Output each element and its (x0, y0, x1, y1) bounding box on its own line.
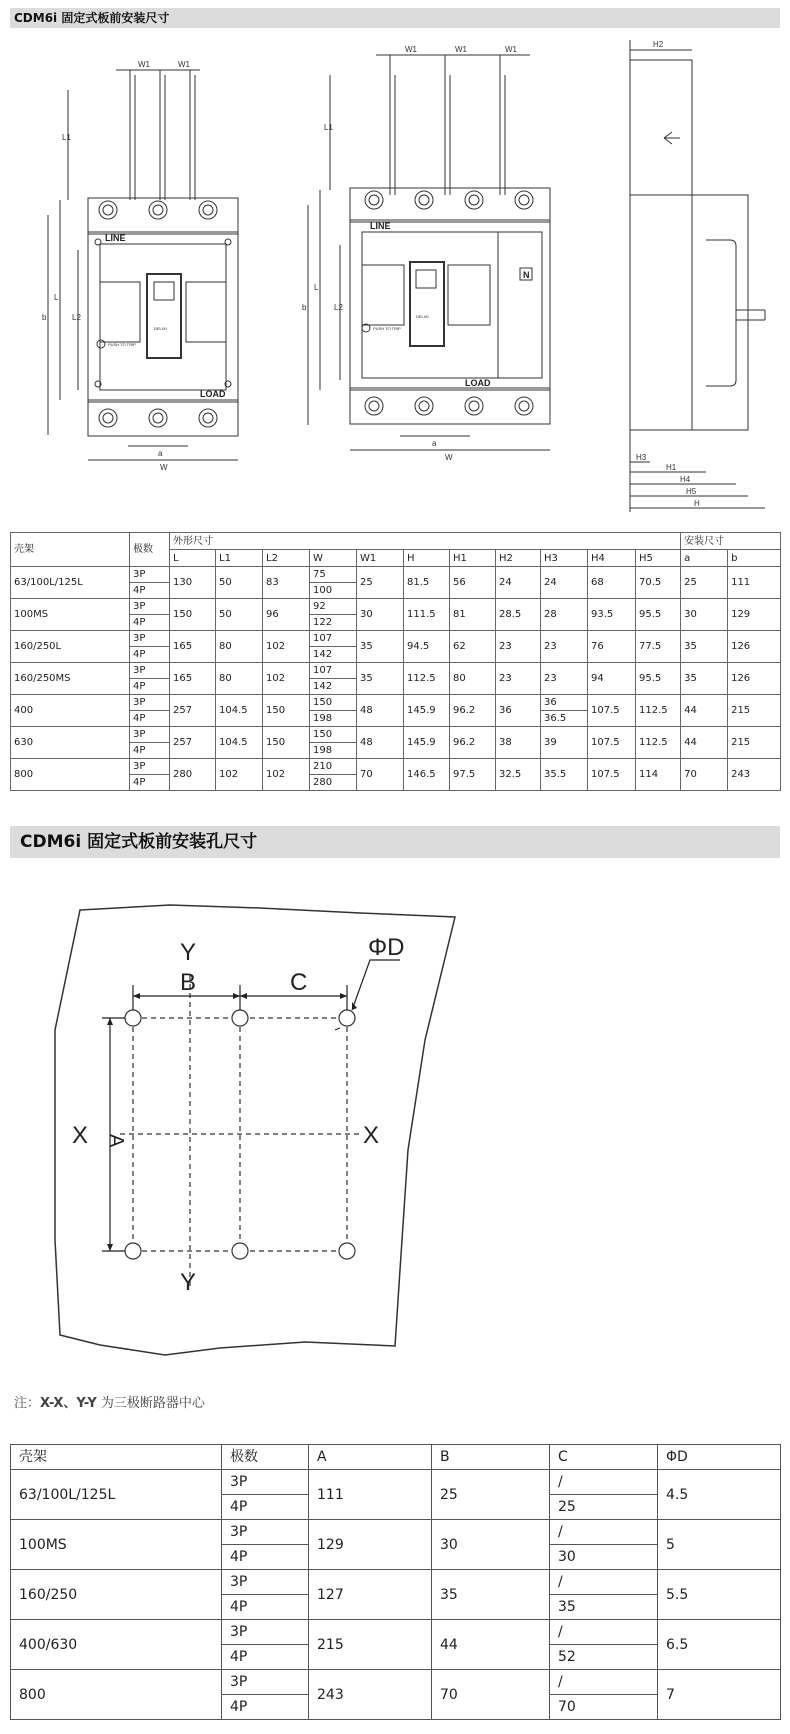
label-push-to-trip: PUSH TO TRIP (108, 342, 136, 347)
table-cell: 38 (496, 727, 541, 759)
brand-label: DELIXI (416, 314, 429, 319)
label-w1: W1 (178, 60, 190, 69)
table-cell: 62 (450, 631, 496, 663)
poles-cell: 3P (130, 663, 170, 679)
header-outline: 外形尺寸 (170, 533, 681, 550)
table-cell: 70 (432, 1670, 550, 1720)
footnote (14, 1392, 205, 1411)
table-cell: 24 (541, 567, 588, 599)
table-cell: / (550, 1520, 658, 1545)
table-cell: 112.5 (636, 695, 681, 727)
table-cell: 95.5 (636, 599, 681, 631)
header-col: H1 (450, 550, 496, 567)
label-h2: H2 (653, 40, 664, 49)
poles-cell: 4P (130, 711, 170, 727)
label-w1: W1 (455, 45, 467, 54)
frame-cell: 63/100L/125L (11, 567, 130, 599)
label-l: L (314, 283, 319, 292)
table-cell: 107 (310, 663, 357, 679)
header-frame: 壳架 (11, 1445, 222, 1470)
table-cell: 100 (310, 583, 357, 599)
note-prefix: 注： (14, 1396, 41, 1411)
table-cell: 76 (588, 631, 636, 663)
note-text: 为三极断路器中心 (96, 1396, 205, 1411)
table-cell: 165 (170, 631, 216, 663)
header-col: W1 (357, 550, 404, 567)
poles-cell: 4P (222, 1595, 309, 1620)
table-cell: 23 (541, 631, 588, 663)
table-cell: 104.5 (216, 695, 263, 727)
table-cell: 94 (588, 663, 636, 695)
header-col: H2 (496, 550, 541, 567)
table-row (11, 1670, 781, 1695)
table-cell: 145.9 (404, 695, 450, 727)
table-cell: 35 (357, 663, 404, 695)
table-cell: 70.5 (636, 567, 681, 599)
table-cell: 95.5 (636, 663, 681, 695)
table-cell: 23 (541, 663, 588, 695)
table-cell: 80 (216, 631, 263, 663)
label-l2: L2 (72, 313, 81, 322)
axis-label-x-right: X (363, 1122, 380, 1149)
table-cell: 44 (681, 695, 728, 727)
label-w1: W1 (505, 45, 517, 54)
table-cell: 35 (550, 1595, 658, 1620)
table-cell: 107.5 (588, 727, 636, 759)
header-col: H3 (541, 550, 588, 567)
label-a: a (432, 439, 437, 448)
frame-cell: 160/250L (11, 631, 130, 663)
table-cell: 112.5 (404, 663, 450, 695)
dim-label-b: B (180, 969, 197, 996)
table-cell: 23 (496, 663, 541, 695)
table-cell: 52 (550, 1645, 658, 1670)
label-w1: W1 (138, 60, 150, 69)
header-d: ΦD (658, 1445, 781, 1470)
label-line: LINE (370, 221, 391, 231)
header-col: W (310, 550, 357, 567)
frame-cell: 400 (11, 695, 130, 727)
table-cell: 280 (310, 775, 357, 791)
label-h1: H1 (666, 463, 677, 472)
header-col: H (404, 550, 450, 567)
table-cell: 24 (496, 567, 541, 599)
table-cell: 111 (309, 1470, 432, 1520)
table-cell: 198 (310, 711, 357, 727)
poles-cell: 4P (130, 583, 170, 599)
header-poles: 极数 (130, 533, 170, 567)
label-w1: W1 (405, 45, 417, 54)
table-cell: 129 (728, 599, 781, 631)
header-c: C (550, 1445, 658, 1470)
axis-label-y-bottom: Y (180, 1269, 197, 1296)
table-cell: 80 (450, 663, 496, 695)
table-cell: 122 (310, 615, 357, 631)
hole-dimensions-table (10, 1444, 781, 1720)
section-title: CDM6i 固定式板前安装孔尺寸 (20, 832, 258, 852)
label-l1: L1 (324, 123, 333, 132)
label-load: LOAD (200, 389, 226, 399)
table-cell: / (550, 1470, 658, 1495)
table-cell: 6.5 (658, 1620, 781, 1670)
table-cell: 35 (681, 663, 728, 695)
header-frame: 壳架 (11, 533, 130, 567)
table-row (11, 1570, 781, 1595)
table-cell: 35.5 (541, 759, 588, 791)
header-a: A (309, 1445, 432, 1470)
dim-label-c: C (290, 969, 308, 996)
table-cell: 28 (541, 599, 588, 631)
poles-cell: 4P (222, 1495, 309, 1520)
poles-cell: 4P (222, 1695, 309, 1720)
table-cell: 114 (636, 759, 681, 791)
table-cell: 111.5 (404, 599, 450, 631)
table-row (11, 1470, 781, 1495)
table-cell: 210 (310, 759, 357, 775)
table-cell: 32.5 (496, 759, 541, 791)
table-cell: 25 (432, 1470, 550, 1520)
table-cell: 81.5 (404, 567, 450, 599)
poles-cell: 3P (130, 567, 170, 583)
table-cell: 39 (541, 727, 588, 759)
table-cell: 25 (357, 567, 404, 599)
label-load: LOAD (465, 378, 491, 388)
label-a: a (158, 449, 163, 458)
poles-cell: 4P (130, 743, 170, 759)
table-cell: 102 (263, 663, 310, 695)
table-cell: 150 (310, 727, 357, 743)
table-cell: 70 (550, 1695, 658, 1720)
table-cell: 96.2 (450, 695, 496, 727)
table-cell: 30 (550, 1545, 658, 1570)
poles-cell: 3P (222, 1520, 309, 1545)
poles-cell: 3P (130, 631, 170, 647)
table-cell: 44 (432, 1620, 550, 1670)
table-cell: 126 (728, 663, 781, 695)
table-cell: 23 (496, 631, 541, 663)
table-cell: 68 (588, 567, 636, 599)
dim-label-a: A (105, 1134, 127, 1148)
frame-cell: 100MS (11, 599, 130, 631)
table-cell: 142 (310, 647, 357, 663)
table-cell: 102 (216, 759, 263, 791)
table-cell: 50 (216, 599, 263, 631)
table-cell: 93.5 (588, 599, 636, 631)
frame-cell: 63/100L/125L (11, 1470, 222, 1520)
table-cell: 7 (658, 1670, 781, 1720)
table-cell: / (550, 1620, 658, 1645)
poles-cell: 3P (222, 1470, 309, 1495)
table-cell: 36.5 (541, 711, 588, 727)
frame-cell: 800 (11, 1670, 222, 1720)
table-cell: 112.5 (636, 727, 681, 759)
table-cell: 215 (309, 1620, 432, 1670)
table-cell: 142 (310, 679, 357, 695)
note-axes: X-X、Y-Y (40, 1396, 97, 1411)
frame-cell: 800 (11, 759, 130, 791)
table-cell: 75 (310, 567, 357, 583)
table-cell: 150 (310, 695, 357, 711)
label-w: W (445, 453, 453, 462)
label-w: W (160, 463, 168, 472)
poles-cell: 3P (130, 695, 170, 711)
label-h4: H4 (680, 475, 691, 484)
poles-cell: 3P (222, 1620, 309, 1645)
table-cell: 44 (681, 727, 728, 759)
header-col: b (728, 550, 781, 567)
table-cell: 198 (310, 743, 357, 759)
poles-cell: 4P (222, 1645, 309, 1670)
section-title: CDM6i 固定式板前安装尺寸 (14, 11, 170, 25)
poles-cell: 3P (130, 599, 170, 615)
header-install: 安装尺寸 (681, 533, 781, 550)
poles-cell: 4P (130, 775, 170, 791)
table-cell: 94.5 (404, 631, 450, 663)
table-cell: 35 (681, 631, 728, 663)
table-cell: 102 (263, 631, 310, 663)
table-cell: 35 (432, 1570, 550, 1620)
table-cell: 81 (450, 599, 496, 631)
table-cell: 107.5 (588, 759, 636, 791)
table-cell: 150 (263, 695, 310, 727)
table-cell: 25 (681, 567, 728, 599)
table-cell: 145.9 (404, 727, 450, 759)
header-col: H4 (588, 550, 636, 567)
poles-cell: 3P (222, 1670, 309, 1695)
header-col: H5 (636, 550, 681, 567)
header-col: a (681, 550, 728, 567)
table-cell: 5 (658, 1520, 781, 1570)
header-poles: 极数 (222, 1445, 309, 1470)
table-cell: 30 (357, 599, 404, 631)
table-cell: 126 (728, 631, 781, 663)
label-h: H (694, 499, 700, 508)
table-cell: 150 (170, 599, 216, 631)
table-cell: 146.5 (404, 759, 450, 791)
table-cell: 257 (170, 695, 216, 727)
frame-cell: 400/630 (11, 1620, 222, 1670)
table-cell: 127 (309, 1570, 432, 1620)
table-cell: 96 (263, 599, 310, 631)
neutral-mark: N (523, 270, 530, 280)
poles-cell: 4P (130, 679, 170, 695)
label-line: LINE (105, 233, 126, 243)
table-cell: 130 (170, 567, 216, 599)
label-l1: L1 (62, 133, 71, 142)
poles-cell: 4P (130, 615, 170, 631)
table-cell: 92 (310, 599, 357, 615)
axis-label-x-left: X (72, 1122, 89, 1149)
table-cell: 35 (357, 631, 404, 663)
label-push-to-trip: PUSH TO TRIP (373, 326, 401, 331)
table-cell: 5.5 (658, 1570, 781, 1620)
table-cell: 30 (681, 599, 728, 631)
table-cell: 28.5 (496, 599, 541, 631)
table-cell: 243 (728, 759, 781, 791)
header-col: L2 (263, 550, 310, 567)
table-cell: 215 (728, 695, 781, 727)
table-cell: 50 (216, 567, 263, 599)
frame-cell: 160/250 (11, 1570, 222, 1620)
table-cell: 25 (550, 1495, 658, 1520)
poles-cell: 4P (222, 1545, 309, 1570)
table-cell: 48 (357, 727, 404, 759)
table-cell: 83 (263, 567, 310, 599)
table-cell: 257 (170, 727, 216, 759)
table-cell: 4.5 (658, 1470, 781, 1520)
table-cell: 107 (310, 631, 357, 647)
label-h5: H5 (686, 487, 697, 496)
table-cell: 70 (357, 759, 404, 791)
table-cell: 36 (496, 695, 541, 727)
table-row (11, 1620, 781, 1645)
table-cell: 30 (432, 1520, 550, 1570)
table-cell: 150 (263, 727, 310, 759)
axis-label-y-top: Y (180, 939, 197, 966)
label-l: L (54, 293, 59, 302)
table-cell: 102 (263, 759, 310, 791)
header-col: L1 (216, 550, 263, 567)
table-cell: 107.5 (588, 695, 636, 727)
poles-cell: 3P (130, 727, 170, 743)
frame-cell: 100MS (11, 1520, 222, 1570)
header-col: L (170, 550, 216, 567)
brand-label: DELIXI (154, 326, 167, 331)
poles-cell: 3P (222, 1570, 309, 1595)
table-cell: 243 (309, 1670, 432, 1720)
table-cell: 80 (216, 663, 263, 695)
table-cell: 280 (170, 759, 216, 791)
table-cell: 104.5 (216, 727, 263, 759)
table-cell: 97.5 (450, 759, 496, 791)
poles-cell: 3P (130, 759, 170, 775)
label-h3: H3 (636, 453, 647, 462)
table-cell: 56 (450, 567, 496, 599)
header-b: B (432, 1445, 550, 1470)
frame-cell: 630 (11, 727, 130, 759)
table-cell: 70 (681, 759, 728, 791)
table-cell: 96.2 (450, 727, 496, 759)
table-cell: 165 (170, 663, 216, 695)
table-cell: 111 (728, 567, 781, 599)
label-b: b (42, 313, 47, 322)
table-header-row (11, 1445, 781, 1470)
table-cell: / (550, 1570, 658, 1595)
table-row (11, 1520, 781, 1545)
table-cell: 77.5 (636, 631, 681, 663)
table-cell: 48 (357, 695, 404, 727)
label-b: b (302, 303, 307, 312)
table-cell: 36 (541, 695, 588, 711)
label-l2: L2 (334, 303, 343, 312)
poles-cell: 4P (130, 647, 170, 663)
table-cell: / (550, 1670, 658, 1695)
dim-label-d: ΦD (368, 934, 405, 961)
frame-cell: 160/250MS (11, 663, 130, 695)
table-cell: 129 (309, 1520, 432, 1570)
table-cell: 215 (728, 727, 781, 759)
